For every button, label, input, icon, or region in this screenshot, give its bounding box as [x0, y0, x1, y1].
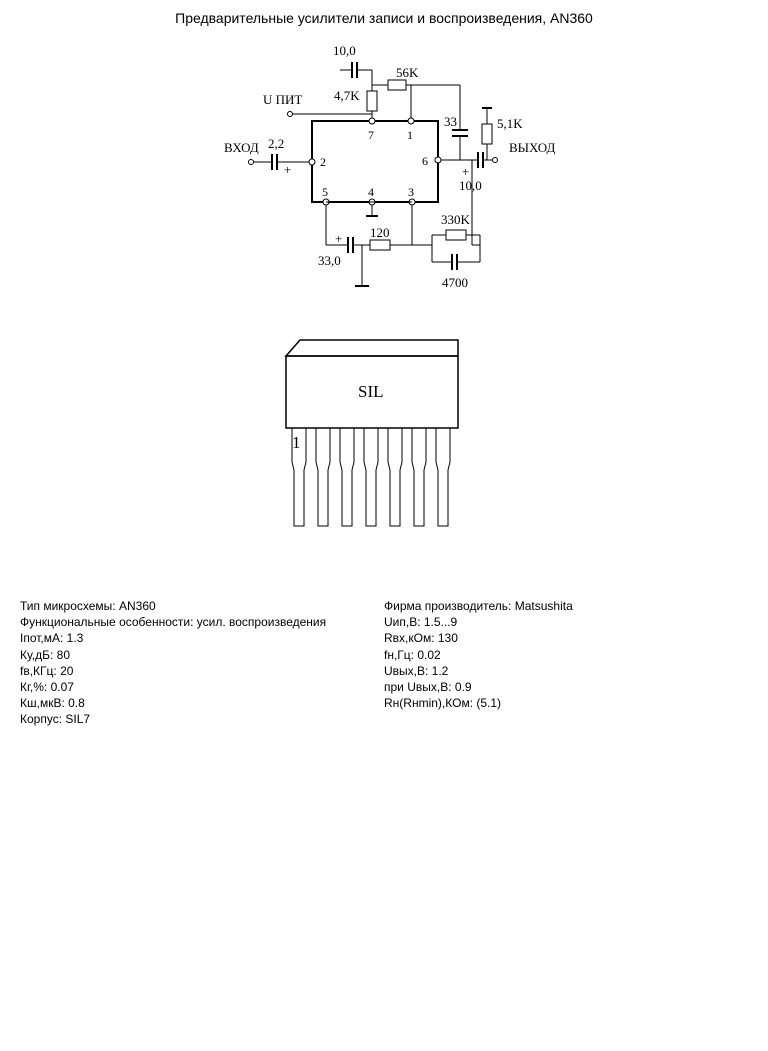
label-c-33-0: 33,0 — [318, 253, 341, 268]
spec-row: Тип микросхемы: AN360 — [20, 599, 156, 613]
spec-row: Rн(Rнmin),КОм: (5.1) — [384, 696, 502, 711]
spec-row: Фирма производитель: Matsushita — [384, 599, 573, 613]
specs-right — [384, 598, 764, 711]
package-lead — [388, 428, 402, 526]
label-input: ВХОД — [224, 140, 259, 155]
capacitor-2-2 — [254, 154, 309, 170]
label-c-out: 10,0 — [459, 178, 482, 193]
pin-label-1: 1 — [407, 128, 413, 142]
pin-label-5: 5 — [322, 185, 328, 199]
spec-row: Uвых,В: 1.2 — [384, 663, 449, 678]
label-r-120: 120 — [370, 225, 390, 240]
specs-left — [20, 598, 400, 728]
spec-row: Корпус: SIL7 — [20, 712, 91, 727]
label-c-4700: 4700 — [442, 275, 468, 290]
package-lead — [340, 428, 354, 526]
pin-label-4: 4 — [368, 185, 374, 199]
pin-label-3: 3 — [408, 185, 414, 199]
label-c-top: 10,0 — [333, 43, 356, 58]
spec-row: Ку,дБ: 80 — [20, 647, 71, 662]
spec-row: fв,КГц: 20 — [20, 663, 74, 678]
label-r-5-1k: 5,1K — [497, 116, 523, 131]
pin-label-7: 7 — [368, 128, 374, 142]
label-plus-out: + — [462, 164, 470, 179]
ic-body — [312, 121, 438, 202]
input-terminal — [249, 160, 254, 165]
resistor-56k — [388, 80, 406, 90]
pin-label-2: 2 — [320, 155, 326, 169]
spec-row: Функциональные особенности: усил. воспроизведения — [20, 615, 327, 630]
label-plus-in: + — [284, 162, 292, 177]
label-plus-emit: + — [335, 231, 343, 246]
resistor-4-7k — [367, 91, 377, 111]
package-label: SIL — [358, 382, 384, 401]
package-lead — [364, 428, 378, 526]
label-supply: U ПИТ — [263, 92, 303, 107]
capacitor-10-out — [478, 152, 492, 168]
package-lead — [436, 428, 450, 526]
spec-row: Rвх,кОм: 130 — [384, 631, 458, 646]
package-lead — [316, 428, 330, 526]
output-terminal — [493, 158, 498, 163]
spec-row: при Uвых,В: 0.9 — [384, 680, 472, 695]
spec-row: fн,Гц: 0.02 — [384, 647, 441, 662]
pin-label-6: 6 — [422, 154, 428, 168]
sil-package — [286, 340, 458, 526]
label-c-2-2: 2,2 — [268, 136, 285, 151]
spec-row: Iпот,мА: 1.3 — [20, 631, 84, 646]
package-leads — [292, 428, 450, 526]
label-r-330k: 330K — [441, 212, 470, 227]
spec-row: Кг,%: 0.07 — [20, 680, 74, 695]
label-r-4-7k: 4,7K — [334, 88, 360, 103]
supply-terminal — [288, 112, 293, 117]
label-c-33: 33 — [444, 114, 457, 129]
package-pin1-label: 1 — [292, 433, 301, 452]
package-top-bevel — [286, 340, 458, 356]
resistor-330k — [446, 230, 466, 240]
label-output: ВЫХОД — [509, 140, 556, 155]
capacitor-4700 — [432, 254, 480, 270]
capacitor-10-top — [340, 62, 372, 91]
spec-row: Кш,мкВ: 0.8 — [20, 696, 85, 711]
resistor-120 — [370, 240, 390, 250]
capacitor-33-0 — [326, 237, 370, 253]
page-title: Предварительные усилители записи и воспроизведения, AN360 — [175, 10, 593, 26]
spec-row: Uип,В: 1.5...9 — [384, 615, 458, 630]
package-lead — [412, 428, 426, 526]
label-r-56k: 56K — [396, 65, 419, 80]
resistor-5-1k — [482, 124, 492, 144]
